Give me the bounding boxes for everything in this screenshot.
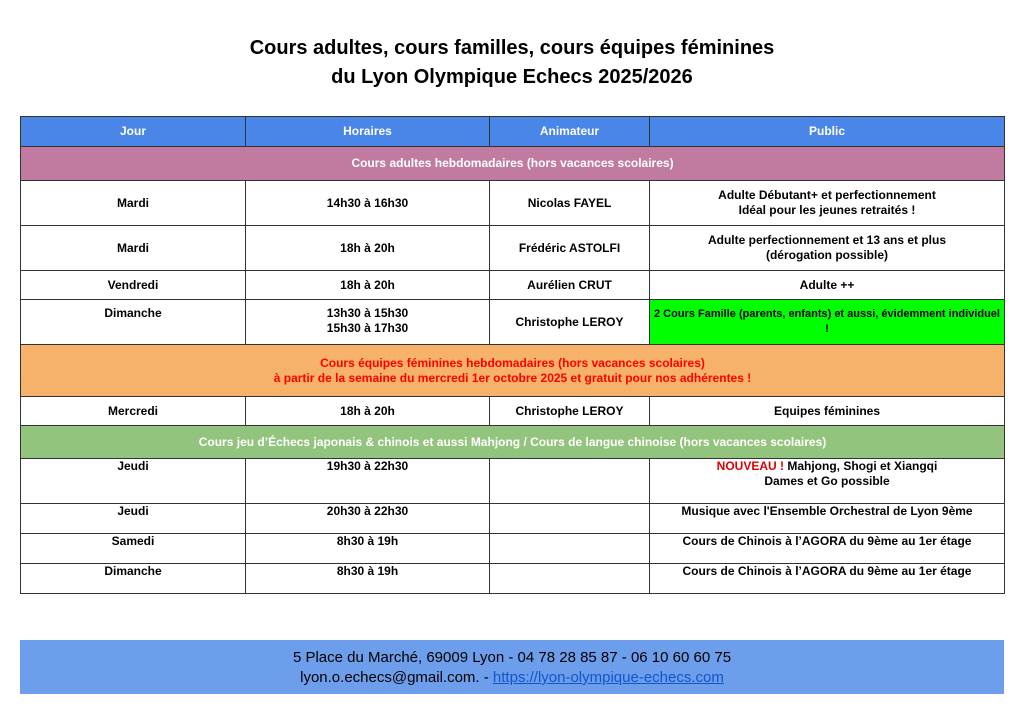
table-row [21,504,1005,534]
cell-horaires: 8h30 à 19h [246,564,490,594]
cell-horaires: 19h30 à 22h30 [246,459,490,504]
cell-jour: Mardi [21,181,246,226]
horaires-line-2: 15h30 à 17h30 [326,321,409,335]
cell-horaires: 20h30 à 22h30 [246,504,490,534]
cell-public-famille: 2 Cours Famille (parents, enfants) et aussi, évidemment individuel ! [650,300,1005,345]
cell-public [650,459,1005,504]
cell-horaires [246,300,490,345]
cell-public: Equipes féminines [650,397,1005,426]
cell-horaires: 8h30 à 19h [246,534,490,564]
section-row-adultes [21,147,1005,181]
cell-public: Cours de Chinois à l’AGORA du 9ème au 1er étage [650,564,1005,594]
header-animateur: Animateur [490,117,650,147]
title-line-1: Cours adultes, cours familles, cours équipes féminines [249,37,775,59]
table-row [21,397,1005,426]
cell-jour: Dimanche [21,564,246,594]
section-title-jeux: Cours jeu d’Échecs japonais & chinois et aussi Mahjong / Cours de langue chinoise (hors vacances scolaires) [21,426,1005,459]
cell-jour: Samedi [21,534,246,564]
cell-animateur: Aurélien CRUT [490,271,650,300]
public-line-1 [654,459,1000,474]
nouveau-badge: NOUVEAU ! [716,459,784,473]
section-row-feminines [21,345,1005,397]
cell-horaires: 18h à 20h [246,226,490,271]
header-jour: Jour [21,117,246,147]
cell-jour: Dimanche [21,300,246,345]
section-feminines-line-2: à partir de la semaine du mercredi 1er octobre 2025 et gratuit pour nos adhérentes ! [273,370,752,385]
page-title [0,34,1024,92]
footer-email-line [20,668,1004,688]
cell-animateur [490,504,650,534]
cell-animateur: Nicolas FAYEL [490,181,650,226]
cell-jour: Jeudi [21,504,246,534]
cell-public: Adulte ++ [650,271,1005,300]
cell-public: Cours de Chinois à l’AGORA du 9ème au 1er étage [650,534,1005,564]
cell-animateur: Christophe LEROY [490,300,650,345]
cell-public: Musique avec l'Ensemble Orchestral de Lyon 9ème [650,504,1005,534]
section-feminines-line-1: Cours équipes féminines hebdomadaires (hors vacances scolaires) [320,355,705,370]
footer-email: lyon.o.echecs@gmail.com. - [300,669,493,686]
cell-jour: Mardi [21,226,246,271]
schedule-table [20,116,1005,594]
footer-contact [20,640,1004,694]
table-row [21,271,1005,300]
cell-horaires: 18h à 20h [246,397,490,426]
table-row [21,300,1005,345]
title-line-2: du Lyon Olympique Echecs 2025/2026 [331,66,693,88]
cell-jour: Mercredi [21,397,246,426]
cell-animateur [490,534,650,564]
cell-public [650,226,1005,271]
public-line-2: Idéal pour les jeunes retraités ! [738,203,916,217]
public-line-1-text: Mahjong, Shogi et Xiangqi [784,459,938,473]
section-title-adultes: Cours adultes hebdomadaires (hors vacances scolaires) [21,147,1005,181]
cell-animateur: Frédéric ASTOLFI [490,226,650,271]
table-row [21,459,1005,504]
horaires-line-1: 13h30 à 15h30 [326,306,409,320]
cell-horaires: 18h à 20h [246,271,490,300]
header-horaires: Horaires [246,117,490,147]
public-line-1: Adulte Débutant+ et perfectionnement [718,188,936,202]
public-line-2: (dérogation possible) [765,248,888,262]
cell-animateur [490,564,650,594]
public-line-1: Adulte perfectionnement et 13 ans et plus [707,233,947,247]
cell-animateur [490,459,650,504]
footer-address: 5 Place du Marché, 69009 Lyon - 04 78 28 85 87 - 06 10 60 60 75 [292,649,732,666]
website-link[interactable]: https://lyon-olympique-echecs.com [492,669,724,686]
cell-public [650,181,1005,226]
cell-jour: Vendredi [21,271,246,300]
cell-animateur: Christophe LEROY [490,397,650,426]
section-title-feminines [21,345,1005,397]
section-row-jeux [21,426,1005,459]
table-row [21,564,1005,594]
table-row [21,226,1005,271]
table-row [21,534,1005,564]
cell-horaires: 14h30 à 16h30 [246,181,490,226]
table-row [21,181,1005,226]
public-line-2: Dames et Go possible [764,474,890,488]
cell-jour: Jeudi [21,459,246,504]
table-header-row [21,117,1005,147]
header-public: Public [650,117,1005,147]
